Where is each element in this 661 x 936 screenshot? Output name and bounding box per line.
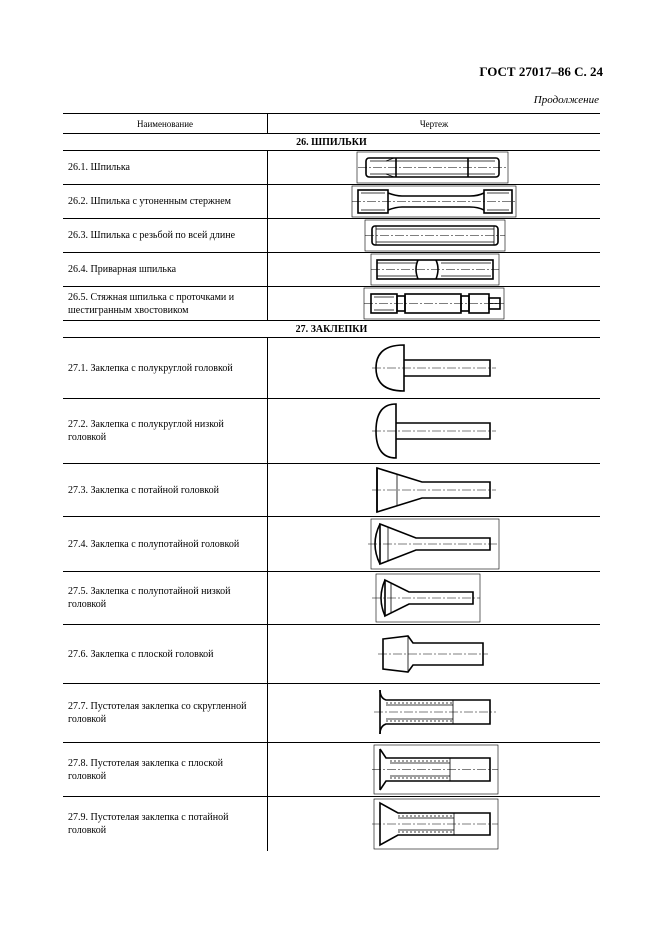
item-name: 26.4. Приварная шпилька (63, 253, 268, 286)
table-row (63, 399, 600, 464)
hollow-round-rivet-icon (268, 684, 599, 742)
low-raised-countersunk-rivet-icon (268, 572, 599, 624)
item-name: 27.7. Пустотелая заклепка со скругленной головкой (63, 684, 268, 742)
item-name: 27.3. Заклепка с потайной головкой (63, 464, 268, 516)
flat-head-rivet-icon (268, 625, 599, 683)
item-name: 27.1. Заклепка с полукруглой головкой (63, 338, 268, 398)
raised-countersunk-rivet-icon (268, 517, 599, 571)
item-name: 27.5. Заклепка с полупотайной низкой головкой (63, 572, 268, 624)
item-name: 27.9. Пустотелая заклепка с потайной головкой (63, 797, 268, 851)
column-header-drawing: Чертеж (419, 118, 449, 129)
standards-table (63, 113, 600, 851)
item-name: 26.5. Стяжная шпилька с проточками и шестигранным хвостовиком (63, 287, 268, 320)
table-row (63, 185, 600, 219)
table-row (63, 743, 600, 797)
item-name: 27.4. Заклепка с полупотайной головкой (63, 517, 268, 571)
low-round-head-rivet-icon (268, 399, 599, 463)
table-row (63, 625, 600, 684)
continuation-label: Продолжение (533, 94, 599, 106)
weld-stud-icon (268, 253, 599, 286)
hollow-countersunk-rivet-icon (268, 797, 599, 851)
item-name: 26.2. Шпилька с утоненным стержнем (63, 185, 268, 218)
countersunk-rivet-icon (268, 464, 599, 516)
column-header-name: Наименование (63, 114, 268, 133)
reduced-shank-stud-icon (268, 185, 599, 218)
table-row (63, 219, 600, 253)
item-name: 27.2. Заклепка с полукруглой низкой головкой (63, 399, 268, 463)
table-row (63, 253, 600, 287)
table-row (63, 684, 600, 743)
item-name: 26.1. Шпилька (63, 151, 268, 184)
table-row (63, 517, 600, 572)
fully-threaded-stud-icon (268, 219, 599, 252)
table-row (63, 572, 600, 625)
table-row (63, 797, 600, 851)
item-name: 27.8. Пустотелая заклепка с плоской головкой (63, 743, 268, 796)
item-name: 26.3. Шпилька с резьбой по всей длине (63, 219, 268, 252)
table-row (63, 287, 600, 321)
section-title-studs: 26. ШПИЛЬКИ (63, 134, 600, 151)
table-row (63, 464, 600, 517)
hollow-flat-rivet-icon (268, 743, 599, 796)
item-name: 27.6. Заклепка с плоской головкой (63, 625, 268, 683)
page-header-title: ГОСТ 27017–86 С. 24 (479, 64, 603, 79)
table-row (63, 151, 600, 185)
tension-stud-icon (268, 287, 599, 320)
table-row (63, 338, 600, 399)
section-title-rivets: 27. ЗАКЛЕПКИ (63, 321, 600, 338)
stud-icon (268, 151, 599, 184)
round-head-rivet-icon (268, 338, 599, 398)
table-header-row (63, 113, 600, 134)
